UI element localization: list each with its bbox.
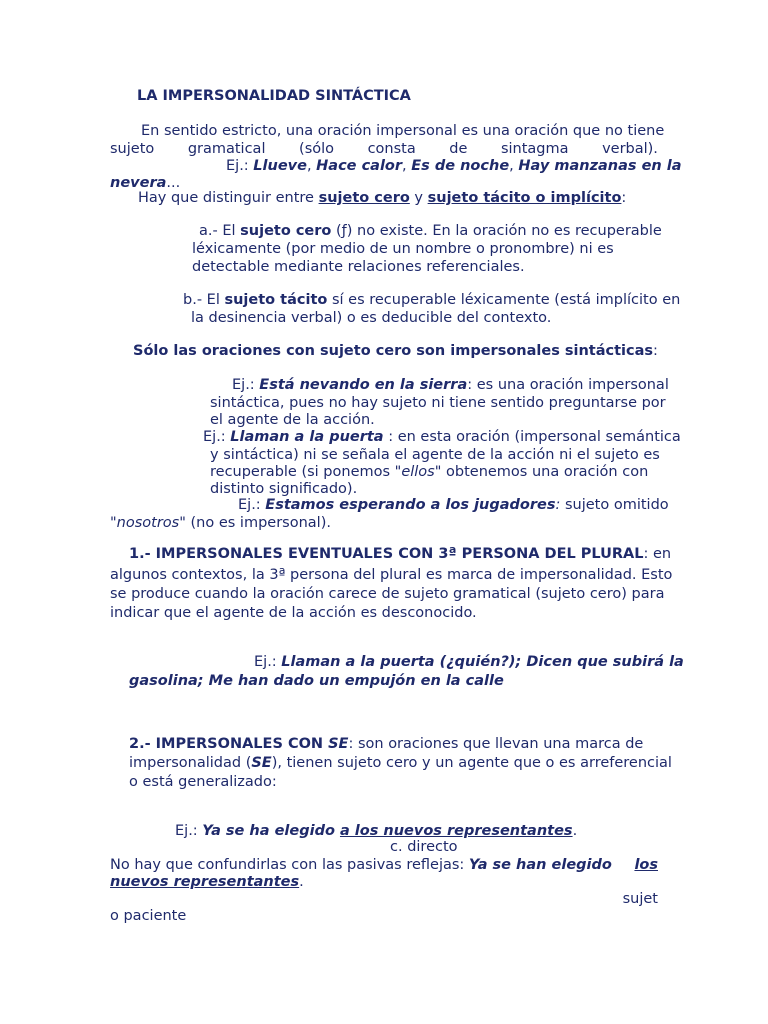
intro-line-2: sujeto gramatical (sólo consta de sintagma verbal). (110, 141, 658, 157)
item-b-line-2: la desinencia verbal) o es deducible del contexto. (191, 310, 552, 326)
item-b-line-1: b.- El sujeto tácito sí es recuperable léxicamente (está implícito en (183, 292, 681, 308)
example-2-line-1: Ej.: Llaman a la puerta : en esta oración (impersonal semántica (203, 429, 681, 445)
section-2-heading: 2.- IMPERSONALES CON SE: son oraciones que llevan una marca de (129, 736, 644, 752)
item-a-line-1: a.- El sujeto cero (ƒ) no existe. En la oración no es recuperable (199, 223, 662, 239)
intro-examples-line-2: nevera... (110, 175, 181, 191)
page-title: LA IMPERSONALIDAD SINTÁCTICA (137, 88, 411, 104)
pasiva-line-1: No hay que confundirlas con las pasivas reflejas: Ya se han elegido (110, 857, 612, 873)
section-2-example: Ej.: Ya se ha elegido a los nuevos representantes. (175, 823, 578, 839)
example-1-line-2: sintáctica, pues no hay sujeto ni tiene sentido preguntarse por (210, 395, 666, 411)
distinguish-line: Hay que distinguir entre sujeto cero y sujeto tácito o implícito: (138, 190, 627, 206)
example-2-line-2: y sintáctica) ni se señala el agente de la acción ni el sujeto es (210, 447, 660, 463)
example-1-line-1: Ej.: Está nevando en la sierra: es una oración impersonal (232, 377, 669, 393)
example-2-line-4: distinto significado). (210, 481, 358, 497)
section-1-line-4: indicar que el agente de la acción es desconocido. (110, 605, 477, 621)
section-1-example-line-1: Ej.: Llaman a la puerta (¿quién?); Dicen que subirá la (254, 654, 684, 670)
section-2-line-2: impersonalidad (SE), tienen sujeto cero y un agente que o es arreferencial (129, 755, 672, 771)
intro-examples-line: Ej.: Llueve, Hace calor, Es de noche, Hay manzanas en la (226, 158, 682, 174)
example-3-line-2: "nosotros" (no es impersonal). (110, 515, 331, 531)
example-1-line-3: el agente de la acción. (210, 412, 375, 428)
only-zero-heading: Sólo las oraciones con sujeto cero son impersonales sintácticas: (133, 343, 658, 359)
section-1-heading: 1.- IMPERSONALES EVENTUALES CON 3ª PERSONA DEL PLURAL: en (129, 546, 672, 562)
section-2-line-3: o está generalizado: (129, 774, 277, 790)
pasiva-line-2: nuevos representantes. (110, 874, 304, 890)
sujet-label: sujet (622, 891, 658, 907)
intro-line-1: En sentido estricto, una oración impersonal es una oración que no tiene (141, 123, 665, 139)
example-2-line-3: recuperable (si ponemos "ellos" obtenemos una oración con (210, 464, 649, 480)
item-a-line-3: detectable mediante relaciones referenciales. (192, 259, 525, 275)
section-1-example-line-2: gasolina; Me han dado un empujón en la calle (129, 673, 504, 689)
cdirecto-label: c. directo (390, 839, 458, 855)
example-3-line-1: Ej.: Estamos esperando a los jugadores: sujeto omitido (238, 497, 669, 513)
o-paciente-label: o paciente (110, 908, 187, 924)
section-1-line-2: algunos contextos, la 3ª persona del plural es marca de impersonalidad. Esto (110, 567, 673, 583)
item-a-line-2: léxicamente (por medio de un nombre o pronombre) ni es (192, 241, 614, 257)
pasiva-los: los (634, 857, 658, 873)
section-1-line-3: se produce cuando la oración carece de sujeto gramatical (sujeto cero) para (110, 586, 665, 602)
